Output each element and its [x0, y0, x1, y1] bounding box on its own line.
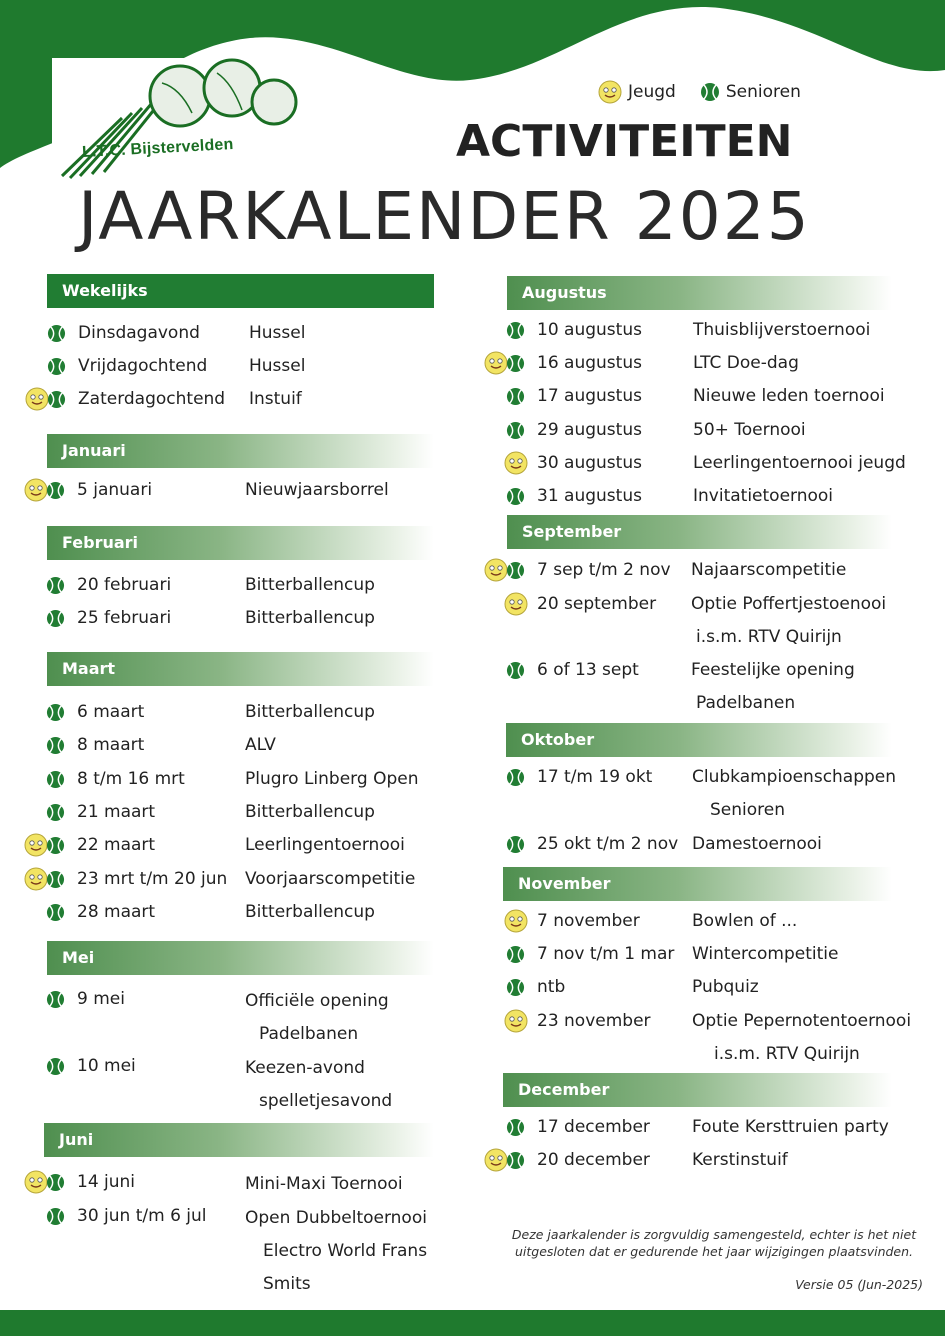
section-header: Juni [44, 1123, 434, 1157]
smiley-icon [504, 1009, 528, 1033]
event-date: Dinsdagavond [78, 323, 200, 343]
version-label: Versie 05 (Jun-2025) [795, 1277, 923, 1292]
event-date: 25 okt t/m 2 nov [537, 834, 679, 854]
event-activity: Hussel [249, 356, 306, 376]
tennis-ball-icon [506, 354, 525, 373]
disclaimer-note: Deze jaarkalender is zorgvuldig samengesteld, echter is het niet uitgesloten dat er gedurende het jaar wijzigingen plaatsvinden. [511, 1227, 917, 1259]
tennis-ball-icon [46, 1173, 65, 1192]
legend-jeugd-label: Jeugd [628, 82, 676, 102]
smiley-icon [504, 909, 528, 933]
tennis-ball-icon [506, 561, 525, 580]
tennis-ball-icon [506, 421, 525, 440]
section-header: Januari [47, 434, 434, 468]
tennis-ball-icon [46, 703, 65, 722]
event-date: 23 mrt t/m 20 jun [77, 869, 228, 889]
smiley-icon [24, 478, 48, 502]
event-activity: ALV [245, 735, 276, 755]
event-activity: Wintercompetitie [692, 944, 839, 964]
tennis-ball-icon [46, 836, 65, 855]
event-activity: Thuisblijverstoernooi [693, 320, 871, 340]
event-date: 30 augustus [537, 453, 642, 473]
section-header: Februari [47, 526, 434, 560]
tennis-ball-icon [46, 481, 65, 500]
event-activity: 50+ Toernooi [693, 420, 806, 440]
page-title: JAARKALENDER 2025 [78, 178, 811, 255]
tennis-ball-icon [506, 1151, 525, 1170]
tennis-ball-icon [46, 903, 65, 922]
tennis-ball-icon [47, 357, 66, 376]
event-date: 7 sep t/m 2 nov [537, 560, 671, 580]
event-activity: Kerstinstuif [692, 1150, 788, 1170]
event-date: 20 december [537, 1150, 650, 1170]
event-date: 28 maart [77, 902, 156, 922]
event-activity: Bitterballencup [245, 902, 375, 922]
event-date: 16 augustus [537, 353, 642, 373]
tennis-ball-icon [47, 324, 66, 343]
event-activity: Bitterballencup [245, 575, 375, 595]
tennis-ball-icon [506, 835, 525, 854]
legend [598, 80, 825, 104]
event-date: 20 februari [77, 575, 172, 595]
event-activity: Bowlen of ... [692, 911, 798, 931]
smiley-icon [24, 833, 48, 857]
smiley-icon [24, 1170, 48, 1194]
tennis-ball-icon [46, 736, 65, 755]
smiley-icon [25, 387, 49, 411]
event-activity-continued: spelletjesavond [259, 1091, 393, 1111]
smiley-icon [484, 351, 508, 375]
event-activity: Bitterballencup [245, 802, 375, 822]
event-date: 7 nov t/m 1 mar [537, 944, 675, 964]
event-date: 30 jun t/m 6 jul [77, 1206, 207, 1226]
tennis-ball-icon [46, 770, 65, 789]
section-header: Maart [47, 652, 434, 686]
event-activity: Instuif [249, 389, 302, 409]
event-activity: Leerlingentoernooi [245, 835, 405, 855]
tennis-ball-icon [46, 1057, 65, 1076]
tennis-ball-icon [46, 870, 65, 889]
tennis-ball-icon [46, 576, 65, 595]
event-activity: Damestoernooi [692, 834, 822, 854]
event-date: 29 augustus [537, 420, 642, 440]
event-date: 6 maart [77, 702, 145, 722]
tennis-ball-icon [506, 487, 525, 506]
section-header: Mei [47, 941, 434, 975]
smiley-icon [24, 867, 48, 891]
legend-senioren-label: Senioren [725, 82, 801, 102]
smiley-icon [484, 558, 508, 582]
event-date: 5 januari [77, 480, 153, 500]
tennis-ball-icon [506, 387, 525, 406]
event-activity: Bitterballencup [245, 702, 375, 722]
event-date: 9 mei [77, 989, 125, 1009]
event-date: 20 september [537, 594, 657, 614]
event-date: 17 t/m 19 okt [537, 767, 653, 787]
tennis-ball-icon [506, 768, 525, 787]
event-activity-continued: Electro World Frans [263, 1241, 428, 1261]
event-activity: Plugro Linberg Open [245, 769, 419, 789]
event-date: 31 augustus [537, 486, 642, 506]
event-activity-continued: i.s.m. RTV Quirijn [696, 627, 842, 647]
tennis-ball-icon [46, 1207, 65, 1226]
event-activity: Foute Kersttruien party [692, 1117, 889, 1137]
logo-text: L.T.C. Bijstervelden [81, 136, 234, 161]
event-activity: Clubkampioenschappen [692, 767, 897, 787]
event-activity: Optie Pepernotentoernooi [692, 1011, 912, 1031]
page-subtitle: ACTIVITEITEN [456, 116, 793, 167]
smiley-icon [504, 451, 528, 475]
tennis-ball-icon [47, 390, 66, 409]
event-date: 17 december [537, 1117, 650, 1137]
event-activity: Leerlingentoernooi jeugd [693, 453, 906, 473]
tennis-ball-icon [46, 609, 65, 628]
smiley-icon [504, 592, 528, 616]
event-date: Vrijdagochtend [78, 356, 208, 376]
event-date: 21 maart [77, 802, 156, 822]
tennis-ball-icon [700, 82, 720, 102]
section-header: Augustus [507, 276, 892, 310]
event-date: 23 november [537, 1011, 651, 1031]
section-header: November [503, 867, 892, 901]
event-date: 10 mei [77, 1056, 136, 1076]
event-date: 14 juni [77, 1172, 136, 1192]
event-activity: Invitatietoernooi [693, 486, 834, 506]
event-date: 17 augustus [537, 386, 642, 406]
tennis-ball-icon [506, 1118, 525, 1137]
event-date: 6 of 13 sept [537, 660, 639, 680]
event-activity: Najaarscompetitie [691, 560, 847, 580]
event-activity: Optie Poffertjestoenooi [691, 594, 887, 614]
footer-bar [0, 1310, 945, 1336]
event-date: 8 maart [77, 735, 145, 755]
event-activity-continued: i.s.m. RTV Quirijn [714, 1044, 860, 1064]
event-activity: Keezen-avond [245, 1058, 365, 1078]
event-activity-continued: Padelbanen [259, 1024, 359, 1044]
event-date: 7 november [537, 911, 640, 931]
section-header: September [507, 515, 892, 549]
tennis-ball-icon [46, 803, 65, 822]
tennis-ball-icon [506, 661, 525, 680]
event-date: 10 augustus [537, 320, 642, 340]
event-activity: Open Dubbeltoernooi [245, 1208, 427, 1228]
legend-senioren [700, 82, 801, 102]
event-activity-continued: Senioren [710, 800, 785, 820]
event-activity: Nieuwe leden toernooi [693, 386, 885, 406]
event-activity: Hussel [249, 323, 306, 343]
tennis-ball-icon [506, 978, 525, 997]
event-activity: Nieuwjaarsborrel [245, 480, 389, 500]
event-activity: Officiële opening [245, 991, 389, 1011]
section-header: Oktober [506, 723, 892, 757]
event-date: Zaterdagochtend [78, 389, 226, 409]
event-activity-continued: Padelbanen [696, 693, 796, 713]
tennis-ball-icon [46, 990, 65, 1009]
legend-jeugd [598, 80, 676, 104]
event-activity: Feestelijke opening [691, 660, 855, 680]
event-date: 8 t/m 16 mrt [77, 769, 185, 789]
event-activity-continued: Smits [263, 1274, 311, 1294]
tennis-ball-icon [506, 321, 525, 340]
section-header: Wekelijks [47, 274, 434, 308]
event-date: 25 februari [77, 608, 172, 628]
tennis-ball-icon [506, 945, 525, 964]
event-activity: Bitterballencup [245, 608, 375, 628]
event-activity: LTC Doe-dag [693, 353, 799, 373]
section-header: December [503, 1073, 892, 1107]
event-date: ntb [537, 977, 566, 997]
smiley-icon [598, 80, 622, 104]
event-activity: Pubquiz [692, 977, 759, 997]
event-activity: Voorjaarscompetitie [245, 869, 416, 889]
event-activity: Mini-Maxi Toernooi [245, 1174, 403, 1194]
event-date: 22 maart [77, 835, 156, 855]
smiley-icon [484, 1148, 508, 1172]
